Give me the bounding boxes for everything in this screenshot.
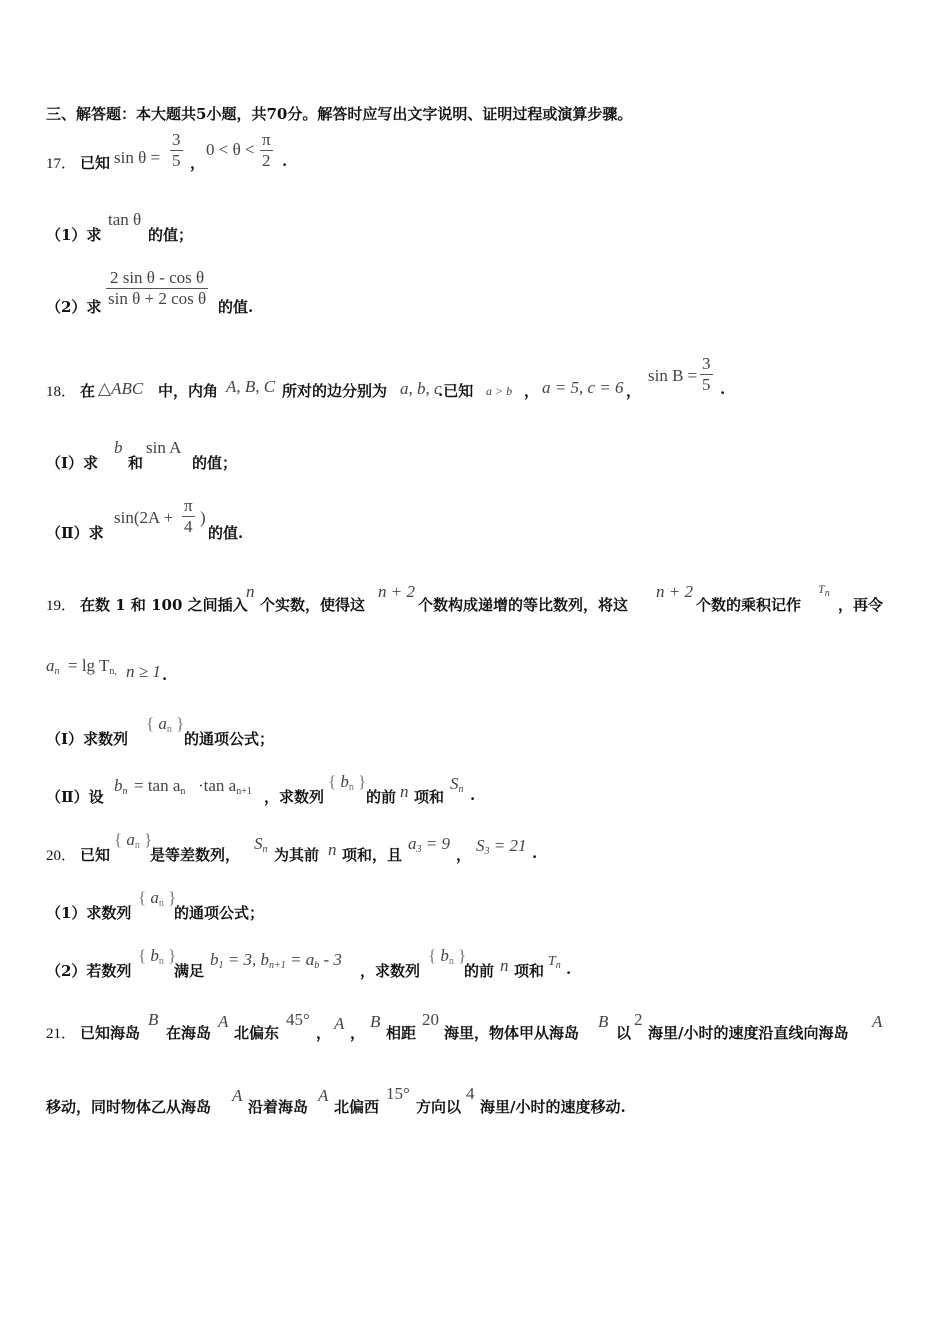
q18-p2-label: （Ⅱ）求 (46, 524, 104, 542)
q20-p2-T: $T_n$ (548, 954, 561, 971)
q20-p2-T-text: T (548, 954, 556, 969)
q19-lg: = $\lg T_{n,}$ (68, 656, 117, 677)
q17-part2 (46, 268, 950, 318)
q20-s-text: S (254, 834, 263, 853)
q18-p1-tail: 的值； (192, 454, 238, 472)
q21-d: 20 (422, 1010, 439, 1029)
q18-p2-tail: 的值. (208, 524, 244, 542)
q19-lg-text: = lg T (68, 656, 110, 675)
q19-p2-sub2: n+1 (236, 786, 252, 797)
q21-line2 (46, 1082, 950, 1116)
q19-p2-eq: = tan a (134, 776, 181, 795)
q21-B3: B (598, 1012, 609, 1031)
q19-p2-s: $S_n$ (450, 774, 464, 795)
q18-frac-num: 3 (702, 354, 711, 373)
question-17 (46, 130, 950, 180)
q17-frac1-num: 3 (172, 130, 181, 149)
q18-t3: 所对的边分别为 (282, 382, 388, 400)
q21-t4: ， (316, 1024, 332, 1042)
q20-p1-seq-a: a (150, 888, 159, 907)
q18-frac (700, 354, 713, 395)
q17-p1-tail: 的值； (148, 226, 194, 244)
q20-seq: { $a_n$ } (114, 830, 153, 851)
q20-p2-t2: ，求数列 (360, 962, 421, 980)
q21-t2: 在海岛 (166, 1024, 212, 1042)
q17-frac2-den: 2 (262, 151, 271, 170)
q18-vals: a = 5, c = 6 (542, 378, 624, 397)
q19-t4: 个数的乘积记作 (696, 596, 802, 614)
q19-p2-label: （Ⅱ）设 (46, 788, 104, 806)
q21-t9: 海里/小时的速度沿直线向海岛 (648, 1024, 849, 1042)
q21-A1: A (218, 1012, 229, 1031)
q20-n: n (328, 840, 337, 859)
q18-end: . (720, 380, 726, 398)
q19-t3: 个数构成递增的等比数列，将这 (418, 596, 629, 614)
q18-p1-b: b (114, 438, 123, 457)
q20-s3-text: S (476, 836, 485, 855)
q20-p2-t1: 满足 (174, 962, 205, 980)
q18-t2: 中，内角 (158, 382, 219, 400)
q18-t6: ， (626, 382, 642, 400)
q20-p1-label: （1）求数列 (46, 904, 132, 922)
q20-p2-seq2-b: b (440, 946, 449, 965)
q19-n2: n + 2 (378, 582, 415, 601)
q18-p1-sina: sin A (146, 438, 182, 457)
q20-p2-seq2: { $b_n$ } (428, 946, 467, 967)
q18-p2-close: ) (200, 508, 206, 527)
q17-range: 0 < θ < (206, 140, 255, 159)
q18-sinb: sin B = (648, 366, 698, 385)
q21-t1: 已知海岛 (80, 1024, 141, 1042)
q19-p1-seq: { $a_n$ } (146, 714, 185, 735)
q17-p1-expr: tan θ (108, 210, 142, 229)
q20-p1-tail: 的通项公式； (174, 904, 265, 922)
q20-a3-text: a (408, 834, 417, 853)
q19-p1-label: （Ⅰ）求数列 (46, 730, 129, 748)
q21-l2-t3: 北偏西 (334, 1098, 380, 1116)
q17-p2-tail: 的值. (218, 298, 254, 316)
q17-p2-label: （2）求 (46, 298, 102, 316)
q18-frac-den: 5 (702, 375, 711, 394)
q20-part2 (46, 946, 950, 980)
q18-cond: a > b (486, 384, 513, 398)
q19-p2-tan2 (198, 776, 252, 797)
q19-an: $a_n$ (46, 656, 60, 677)
q18-sides: a, b, c (400, 379, 442, 398)
q20-a3-sub: 3 (416, 844, 422, 855)
q18-t4: .已知 (438, 382, 474, 400)
q19-p2-mid: ·tan a (198, 776, 237, 795)
q20-lead: 已知 (80, 846, 111, 864)
q18-t5: ， (524, 382, 540, 400)
q19-p1-seq-a: a (158, 714, 167, 733)
q19-tn: $T_n$ (818, 582, 830, 599)
q20-end: . (532, 844, 538, 862)
q18-part2 (46, 496, 950, 546)
q20-p2-n: n (500, 956, 509, 975)
q19-p2-n: n (400, 782, 409, 801)
q21-t5: ， (350, 1024, 366, 1042)
q20-p2-t3: 的前 (464, 962, 495, 980)
q17-p2-fraction (106, 268, 208, 309)
q17-p2-num: 2 sin θ - cos θ (106, 268, 208, 289)
q18-part1 (46, 438, 950, 472)
q21-number: 21． (46, 1026, 77, 1042)
q21-l2-t1: 移动，同时物体乙从海岛 (46, 1098, 212, 1116)
q19-p2-s-text: S (450, 774, 459, 793)
q20-t1: 是等差数列， (150, 846, 241, 864)
q18-p2-frac-den: 4 (184, 517, 193, 536)
q21-t3: 北偏东 (234, 1024, 280, 1042)
q20-p2-b1: b (210, 950, 219, 969)
q19-tn-text: T (818, 582, 825, 596)
q20-a3 (408, 834, 450, 855)
q19-t1: 在数 1 和 100 之间插入 (80, 596, 248, 614)
q17-sin-lhs: sin θ = (114, 148, 161, 167)
q19-cond: n ≥ 1 (126, 662, 161, 681)
q21-t7: 海里，物体甲从海岛 (444, 1024, 580, 1042)
q21-t6: 相距 (386, 1024, 417, 1042)
q21-l2-A1: A (232, 1086, 243, 1105)
q19-p2-t2: ，求数列 (264, 788, 325, 806)
q21-v2: 4 (466, 1084, 475, 1103)
q20-p2-eq2: = a (285, 950, 315, 969)
q20-p2-label: （2）若数列 (46, 962, 132, 980)
question-19 (46, 582, 950, 612)
q21-B2: B (370, 1012, 381, 1031)
q20-p2-b1-sub: 1 (218, 960, 224, 971)
q17-part1 (46, 210, 950, 244)
q17-comma: ， (190, 154, 206, 172)
q20-t2: 为其前 (274, 846, 320, 864)
q17-frac2-num: π (262, 130, 271, 149)
q17-lead: 已知 (80, 154, 111, 172)
question-21 (46, 1008, 950, 1042)
q20-part1 (46, 888, 950, 922)
q18-t1: 在 (80, 382, 96, 400)
q19-p2-end: . (470, 786, 476, 804)
q20-p2-sub-bn: b (314, 960, 320, 971)
q18-angles: A, B, C (226, 377, 276, 396)
q20-p2-minus: - 3 (319, 950, 342, 969)
q21-deg1: 45° (286, 1010, 310, 1029)
q19-p2-seq: { $b_n$ } (328, 772, 367, 793)
q18-p1-label: （Ⅰ）求 (46, 454, 99, 472)
q21-A2: A (334, 1014, 345, 1033)
question-20 (46, 830, 950, 864)
q18-p1-and: 和 (128, 454, 144, 472)
q20-p2-t4: 项和 (514, 962, 545, 980)
q20-t4: ， (456, 846, 472, 864)
q21-l2-t4: 方向以 (416, 1098, 462, 1116)
q20-p1-seq: { $a_n$ } (138, 888, 177, 909)
q17-p1-label: （1）求 (46, 226, 102, 244)
q20-s: $S_n$ (254, 834, 268, 855)
q21-l2-A2: A (318, 1086, 329, 1105)
section-header-text: 三、解答题：本大题共5小题，共70分。解答时应写出文字说明、证明过程或演算步骤。 (46, 105, 633, 123)
q19-part1 (46, 714, 950, 748)
q19-p2-tan1: = $\tan a_n$ (134, 776, 186, 797)
q20-p2-eq1: = 3, b (223, 950, 269, 969)
q19-an-text: a (46, 656, 55, 675)
q21-deg2: 15° (386, 1084, 410, 1103)
q21-A3: A (872, 1012, 883, 1031)
q19-p2-bn: $b_n$ (114, 776, 128, 797)
q20-p2-end: . (566, 960, 572, 978)
q19-t2: 个实数，使得这 (260, 596, 366, 614)
q20-p2-seq: { $b_n$ } (138, 946, 177, 967)
q19-definition (46, 656, 950, 686)
q19-p2-t4: 项和 (414, 788, 445, 806)
question-18 (46, 354, 950, 404)
q20-p2-formula (210, 950, 342, 971)
q17-number: 17． (46, 156, 77, 172)
q18-p2-expr: sin(2A + (114, 508, 174, 527)
q19-p1-tail: 的通项公式； (184, 730, 275, 748)
q19-p2-seq-b: b (340, 772, 349, 791)
q20-s3 (476, 836, 526, 857)
q21-l2-t2: 沿着海岛 (248, 1098, 309, 1116)
q19-p2-t3: 的前 (366, 788, 397, 806)
q20-p2-seq-b: b (150, 946, 159, 965)
q21-v1: 2 (634, 1010, 643, 1029)
q19-p2-bn-text: b (114, 776, 123, 795)
q21-B1: B (148, 1010, 159, 1029)
q19-n1: n (246, 582, 255, 601)
q20-a3-val: = 9 (421, 834, 450, 853)
q20-s3-sub: 3 (484, 846, 490, 857)
q20-t3: 项和，且 (342, 846, 403, 864)
q19-part2 (46, 772, 950, 806)
q17-frac-pi-2 (260, 130, 273, 171)
q19-end: . (162, 666, 168, 684)
q17-frac1-den: 5 (172, 151, 181, 170)
q17-end: . (282, 152, 288, 170)
q20-s3-val: = 21 (489, 836, 527, 855)
q20-seq-a: a (126, 830, 135, 849)
q19-number: 19． (46, 598, 77, 614)
q18-p2-frac (182, 496, 195, 537)
q18-p2-frac-num: π (184, 496, 193, 515)
q20-p2-sub-n1: n+1 (268, 960, 286, 971)
q18-triangle: △ABC (98, 379, 144, 398)
q20-number: 20． (46, 848, 77, 864)
q21-l2-t5: 海里/小时的速度移动. (480, 1098, 626, 1116)
q17-p2-den: sin θ + 2 cos θ (108, 289, 207, 308)
q19-n3: n + 2 (656, 582, 693, 601)
section-header (46, 103, 950, 124)
q18-number: 18． (46, 384, 77, 400)
q19-t5: ，再令 (838, 596, 884, 614)
q17-frac-3-5 (170, 130, 183, 171)
q21-t8: 以 (616, 1024, 632, 1042)
